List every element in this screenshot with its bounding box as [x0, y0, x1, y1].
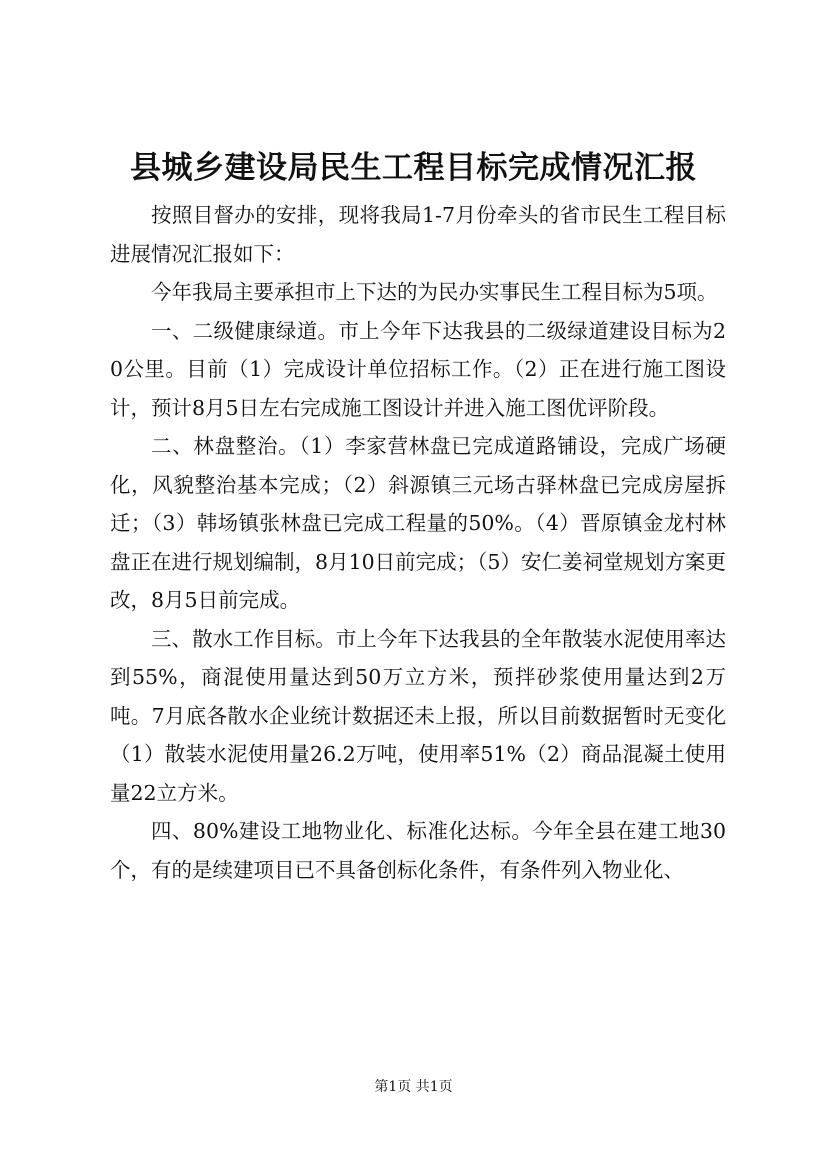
paragraph-greenway: 一、二级健康绿道。市上今年下达我县的二级绿道建设目标为20公里。目前（1）完成设计单位招标工作。（2）正在进行施工图设计，预计8月5日左右完成施工图设计并进入施工图优评阶段。: [110, 318, 726, 420]
paragraph-cement: 三、散水工作目标。市上今年下达我县的全年散装水泥使用率达到55%，商混使用量达到50万立方米，预拌砂浆使用量达到2万吨。7月底各散水企业统计数据还未上报，所以目前数据暂时无变化（1）散装水泥使用量26.2万吨，使用率51%（2）商品混凝土使用量22立方米。: [110, 626, 726, 805]
paragraph-intro: 按照目督办的安排，现将我局1-7月份牵头的省市民生工程目标进展情况汇报如下：: [110, 203, 726, 266]
paragraph-construction-sites: 四、80%建设工地物业化、标准化达标。今年全县在建工地30个，有的是续建项目已不具备创标化条件，有条件列入物业化、: [110, 819, 726, 882]
document-body: [110, 196, 726, 889]
paragraph-summary: 今年我局主要承担市上下达的为民办实事民生工程目标为5项。: [151, 280, 718, 304]
paragraph-linpan: 二、林盘整治。（1）李家营林盘已完成道路铺设，完成广场硬化，风貌整治基本完成；（2）斜源镇三元场古驿林盘已完成房屋拆迁；（3）韩场镇张林盘已完成工程量的50%。（4）晋原镇金龙村林盘正在进行规划编制，8月10日前完成；（5）安仁姜祠堂规划方案更改，8月5日前完成。: [110, 434, 726, 612]
document-title: 县城乡建设局民生工程目标完成情况汇报: [130, 150, 697, 186]
page-footer: 第1页 共1页: [374, 1079, 453, 1095]
